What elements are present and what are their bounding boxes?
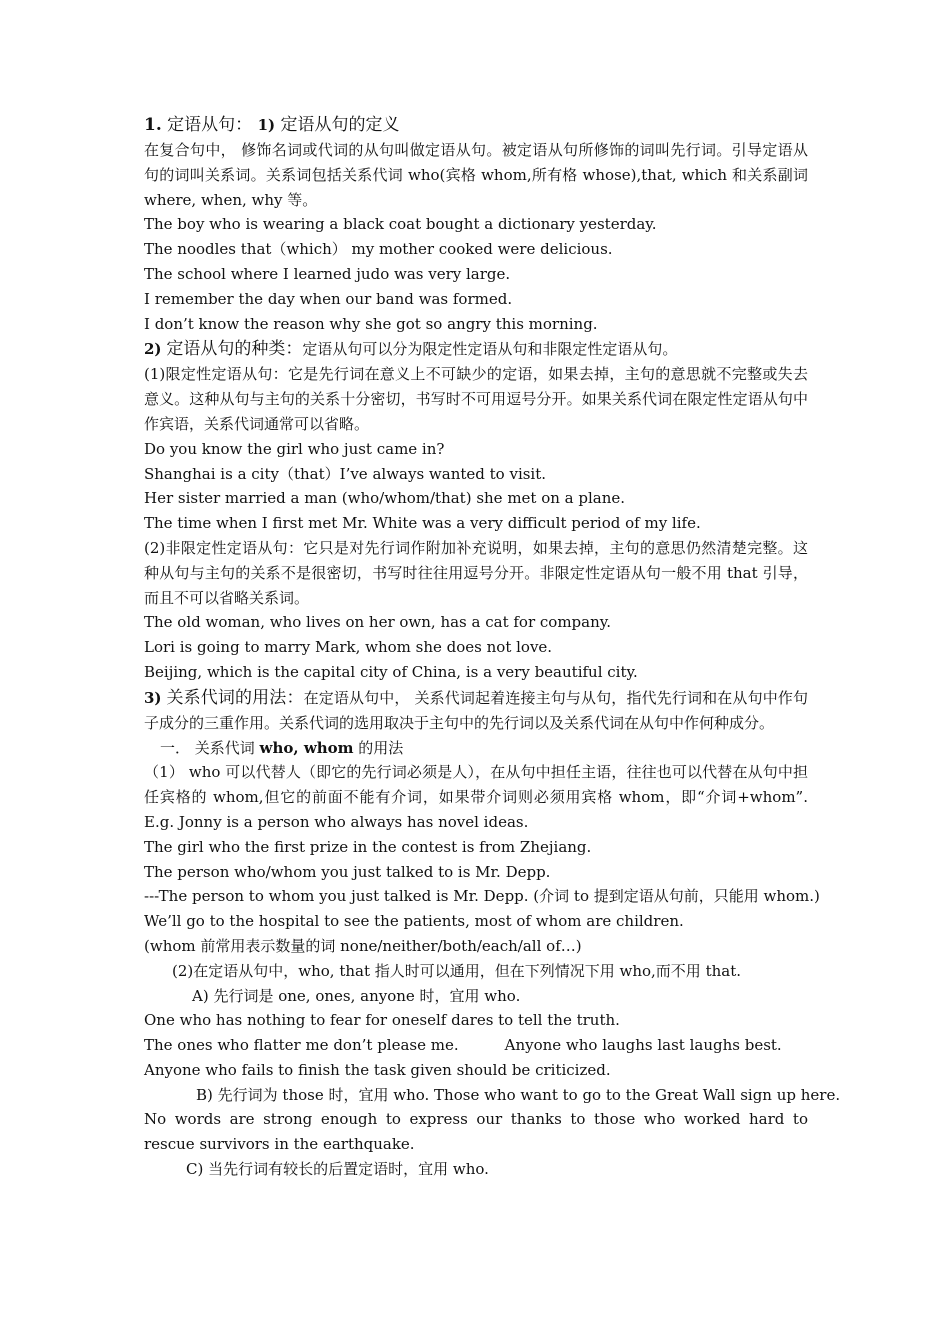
definition-paragraph: 在复合句中， 修饰名词或代词的从句叫做定语从句。被定语从句所修饰的词叫先行词。引导定语从句的词叫关系词。关系词包括关系代词 who(宾格 whom,所有格 whose),that, which 和关系副词 where, when, why 等。	[144, 141, 808, 209]
example-sentence: The ones who flatter me don’t please me.	[144, 1036, 459, 1055]
subsection-title: 关系代词的用法：	[166, 687, 304, 708]
example-sentence: The boy who is wearing a black coat bought a dictionary yesterday.	[144, 215, 657, 234]
example-sentence: The old woman, who lives on her own, has a cat for company.	[144, 613, 612, 632]
section-3-paragraph	[144, 685, 808, 736]
section-1-heading	[144, 112, 808, 138]
example-sentence: Shanghai is a city（that）I’ve always wanted to visit.	[144, 464, 547, 483]
part-one-heading	[144, 736, 808, 761]
example-sentence: Anyone who laughs last laughs best.	[504, 1036, 782, 1055]
example-note: (whom 前常用表示数量的词 none/neither/both/each/all of…)	[144, 936, 582, 955]
example-sentence: The person who/whom you just talked to is Mr. Depp.	[144, 862, 551, 881]
rule-1-paragraph: （1） who 可以代替人（即它的先行词必须是人），在从句中担任主语，往往也可以代替在从句中担任宾格的 whom,但它的前面不能有介词，如果带介词则必须用宾格 whom，即“介词+whom”. E.g. Jonny is a person who always has novel ideas.	[144, 763, 808, 831]
subsection-intro: 在定语从句中， 关系代词起着连接主句与从句，指代先行词和在从句中作句子成分的三重作用。关系代词的选用取决于主句中的先行词以及关系代词在从句中作何种成分。	[144, 688, 808, 732]
subsection-number: 2)	[144, 340, 162, 359]
example-sentence-pair	[144, 1033, 808, 1058]
subsection-intro: 定语从句可以分为限定性定语从句和非限定性定语从句。	[302, 340, 678, 359]
case-a-heading: A) 先行词是 one, ones, anyone 时，宜用 who.	[192, 986, 521, 1005]
section-2-heading	[144, 336, 808, 362]
example-sentence: Do you know the girl who just came in?	[144, 439, 445, 458]
example-sentence: We’ll go to the hospital to see the patients, most of whom are children.	[144, 912, 684, 931]
example-sentence: One who has nothing to fear for oneself dares to tell the truth.	[144, 1011, 620, 1030]
example-sentence: Anyone who fails to finish the task given should be criticized.	[144, 1060, 611, 1079]
subsection-number: 3)	[144, 688, 162, 707]
part-one-keywords: who, whom	[259, 738, 354, 757]
example-sentence: The time when I first met Mr. White was a very difficult period of my life.	[144, 514, 701, 533]
example-sentence: Her sister married a man (who/whom/that) she met on a plane.	[144, 489, 626, 508]
section-number: 1.	[144, 115, 162, 135]
example-sentence: The school where I learned judo was very large.	[144, 264, 511, 283]
example-sentence: The girl who the first prize in the contest is from Zhejiang.	[144, 837, 592, 856]
example-sentence: No words are strong enough to express our thanks to those who worked hard to rescue survivors in the earthquake.	[144, 1110, 808, 1154]
nonrestrictive-clause-paragraph: (2)非限定性定语从句：它只是对先行词作附加补充说明，如果去掉，主句的意思仍然清楚完整。这种从句与主句的关系不是很密切，书写时往往用逗号分开。非限定性定语从句一般不用 that 引导，而且不可以省略关系词。	[144, 538, 808, 607]
case-b-heading: B) 先行词为 those 时，宜用 who. Those who want to go to the Great Wall sign up here.	[196, 1085, 841, 1104]
rule-2-paragraph: (2)在定语从句中，who, that 指人时可以通用，但在下列情况下用 who,而不用 that.	[172, 961, 742, 980]
restrictive-clause-paragraph: (1)限定性定语从句：它是先行词在意义上不可缺少的定语，如果去掉，主句的意思就不完整或失去意义。这种从句与主句的关系十分密切，书写时不可用逗号分开。如果关系代词在限定性定语从句中作宾语，关系代词通常可以省略。	[144, 365, 808, 433]
example-sentence: I remember the day when our band was formed.	[144, 289, 513, 308]
case-c-heading: C) 当先行词有较长的后置定语时，宜用 who.	[186, 1160, 489, 1179]
example-sentence: Beijing, which is the capital city of China, is a very beautiful city.	[144, 662, 638, 681]
part-one-prefix: 一． 关系代词	[160, 738, 260, 757]
part-one-suffix: 的用法	[353, 738, 404, 757]
example-sentence: ---The person to whom you just talked is Mr. Depp. (介词 to 提到定语从句前，只能用 whom.)	[144, 887, 820, 906]
subsection-title: 定语从句的定义	[280, 115, 400, 135]
example-sentence: The noodles that（which） my mother cooked were delicious.	[144, 240, 613, 259]
example-sentence: I don’t know the reason why she got so angry this morning.	[144, 314, 598, 333]
document-page	[144, 112, 841, 1182]
subsection-number: 1)	[257, 116, 276, 134]
section-title: 定语从句：	[167, 115, 253, 135]
example-sentence: Lori is going to marry Mark, whom she does not love.	[144, 638, 553, 657]
subsection-title: 定语从句的种类：	[166, 339, 303, 360]
